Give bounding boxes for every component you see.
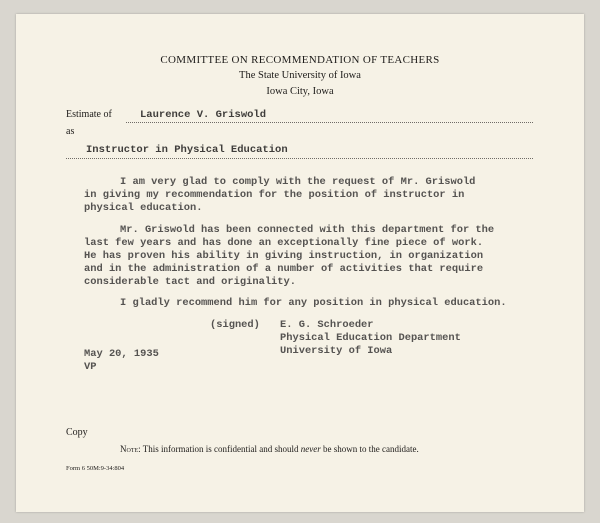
- paragraph-3: I gladly recommend him for any position in physical education.: [120, 297, 507, 309]
- confidentiality-note: [120, 444, 419, 454]
- signer-university: University of Iowa: [280, 345, 393, 357]
- university-location: Iowa City, Iowa: [266, 86, 334, 97]
- position-underline: [66, 158, 533, 159]
- paragraph-1-line-3: physical education.: [84, 202, 203, 214]
- paragraph-1-line-1: I am very glad to comply with the request of Mr. Griswold: [120, 176, 476, 188]
- paragraph-2-line-5: considerable tact and originality.: [84, 276, 297, 288]
- paragraph-2-line-4: and in the administration of a number of activities that require: [84, 263, 484, 275]
- position-value: Instructor in Physical Education: [86, 144, 288, 156]
- signer-name: E. G. Schroeder: [280, 319, 374, 331]
- paragraph-2-line-2: last few years and has done an exceptionally fine piece of work.: [84, 237, 484, 249]
- paragraph-1-line-2: in giving my recommendation for the position of instructor in: [84, 189, 465, 201]
- as-label: as: [66, 126, 75, 137]
- form-number: Form 6 50M:9-34:804: [66, 465, 125, 472]
- signer-department: Physical Education Department: [280, 332, 461, 344]
- letter-date: May 20, 1935: [84, 348, 159, 360]
- paragraph-2-line-1: Mr. Griswold has been connected with this department for the: [120, 224, 495, 236]
- committee-heading: COMMITTEE ON RECOMMENDATION OF TEACHERS: [160, 54, 440, 66]
- note-label: Note:: [120, 444, 141, 454]
- copy-label: Copy: [66, 427, 88, 438]
- estimate-label: Estimate of: [66, 109, 112, 120]
- paragraph-2-line-3: He has proven his ability in giving instruction, in organization: [84, 250, 484, 262]
- typist-initials: VP: [84, 361, 97, 373]
- university-name: The State University of Iowa: [239, 70, 361, 81]
- note-text-post: be shown to the candidate.: [323, 444, 419, 454]
- signed-label: (signed): [210, 319, 260, 331]
- document-page: [16, 14, 584, 512]
- note-emphasis: never: [300, 444, 321, 454]
- estimate-value: Laurence V. Griswold: [140, 109, 267, 121]
- estimate-underline: [126, 122, 533, 123]
- note-text-pre: This information is confidential and should: [142, 444, 299, 454]
